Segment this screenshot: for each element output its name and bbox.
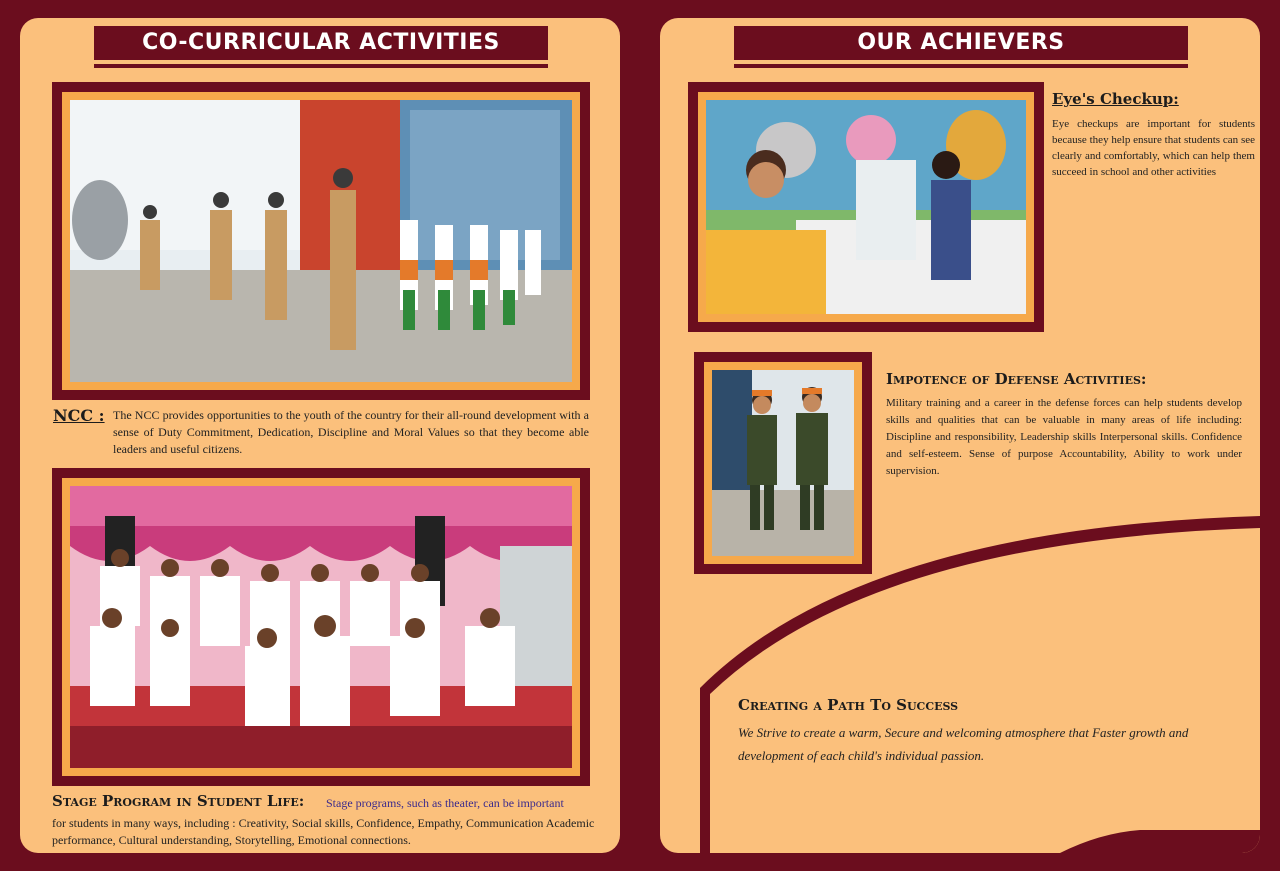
- stage-program-title: Stage Program in Student Life:: [52, 792, 305, 810]
- eye-checkup-description: Eye checkups are important for students because they help ensure that students can see clearly and comfortably, which can help them succeed in school and other activities: [1052, 118, 1255, 178]
- stage-program-lead: Stage programs, such as theater, can be important: [326, 796, 564, 810]
- left-page-panel: [20, 18, 620, 853]
- defense-title: Impotence of Defense Activities:: [886, 370, 1147, 388]
- success-description: We Strive to create a warm, Secure and welcoming atmosphere that Faster growth and development of each child's individual passion.: [738, 725, 1189, 763]
- co-curricular-banner: [94, 26, 548, 60]
- eye-checkup-title: Eye's Checkup:: [1052, 90, 1179, 108]
- ncc-parade-photo: [70, 100, 572, 382]
- ncc-description: The NCC provides opportunities to the youth of the country for their all-round development with a sense of Duty Commitment, Dedication, Discipline and Moral Values so that they become able leaders and useful citizens.: [113, 408, 589, 456]
- success-title: Creating a Path To Success: [738, 696, 959, 714]
- right-page-panel: [660, 18, 1260, 853]
- achievers-title: OUR ACHIEVERS: [857, 30, 1065, 55]
- co-curricular-title: CO-CURRICULAR ACTIVITIES: [142, 30, 500, 55]
- stage-photo-frame: [52, 468, 590, 786]
- stage-photo-border: [62, 478, 580, 776]
- ncc-photo-frame: [52, 82, 590, 400]
- karate-stage-photo: [70, 486, 572, 768]
- banner-underline: [94, 64, 548, 68]
- ncc-label: NCC :: [53, 406, 105, 425]
- ncc-photo-border: [62, 92, 580, 390]
- defense-description: Military training and a career in the defense forces can help students develop skills and qualities that can be valuable in many areas of life including: Discipline and responsibility, Leadership skills Interpersonal skills. Confidence and self-esteem. Sense of purpose Accountability, Ability to work under supervision.: [886, 397, 1242, 477]
- stage-program-description: for students in many ways, including : Creativity, Social skills, Confidence, Empathy, Communication Academic performance, Cultural understanding, Storytelling, Emotional connections.: [52, 816, 595, 847]
